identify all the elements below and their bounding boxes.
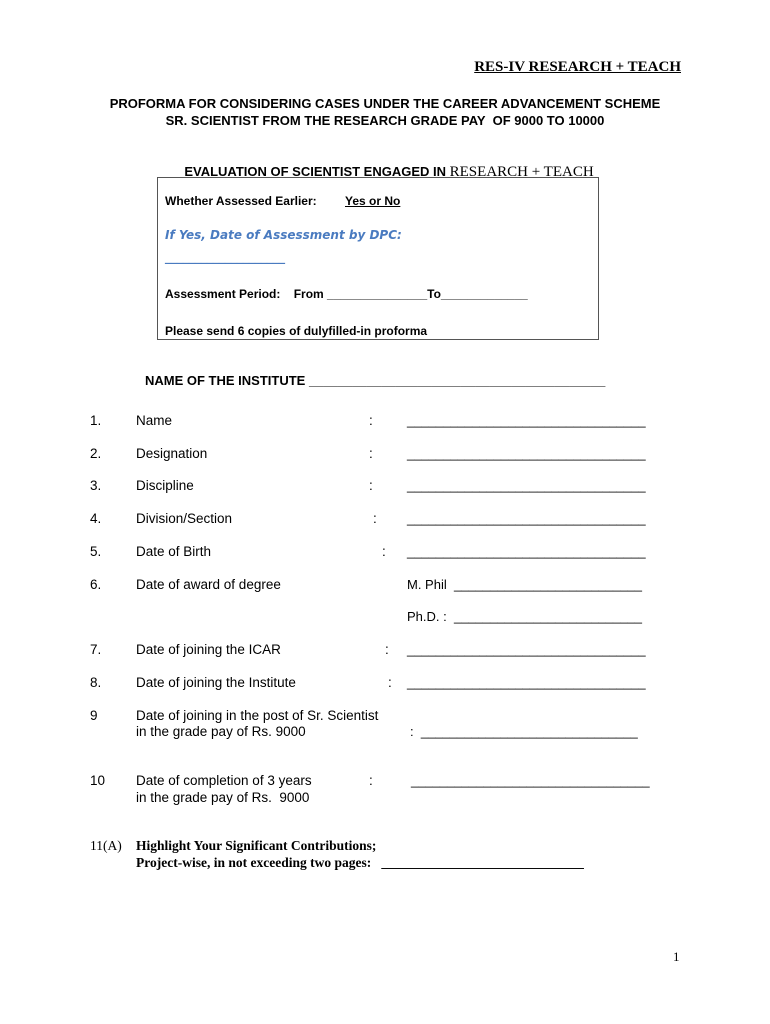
sr-scientist-joining-date-blank[interactable]: : ______________________________ [410, 724, 638, 739]
mphil-date-blank[interactable]: M. Phil __________________________ [407, 577, 642, 592]
institute-name-field[interactable]: NAME OF THE INSTITUTE _________________________________________ [145, 373, 606, 388]
institute-joining-date-blank[interactable]: _________________________________ [407, 675, 646, 690]
contributions-label-line1: Highlight Your Significant Contributions; [136, 838, 377, 853]
field-number: 5. [90, 544, 102, 559]
three-years-completion-date-blank[interactable]: _________________________________ [411, 773, 650, 788]
proforma-title-line1: PROFORMA FOR CONSIDERING CASES UNDER THE CAREER ADVANCEMENT SCHEME [109, 96, 661, 111]
colon: : [385, 642, 389, 657]
proforma-title-line2: SR. SCIENTIST FROM THE RESEARCH GRADE PAY OF 9000 TO 10000 [165, 113, 605, 128]
field-number: 6. [90, 577, 102, 592]
colon: : [369, 478, 373, 493]
assessed-earlier-value: Yes or No [345, 194, 401, 208]
colon: : [369, 413, 373, 428]
evaluation-heading [0, 145, 770, 181]
dpc-assessment-date-blank[interactable]: ____________________ [165, 250, 285, 264]
division-section-blank[interactable]: _________________________________ [407, 511, 646, 526]
contributions-label-line2[interactable]: Project-wise, in not exceeding two pages: ______________________________ [136, 855, 584, 870]
name-label: Name [136, 413, 173, 428]
icar-joining-date-label: Date of joining the ICAR [136, 642, 281, 657]
field-number: 7. [90, 642, 102, 657]
field-number: 9 [90, 708, 98, 723]
field-number: 3. [90, 478, 102, 493]
assessment-box [157, 177, 599, 340]
copies-instruction: Please send 6 copies of dulyfilled-in proforma [165, 324, 428, 338]
dpc-assessment-date-label: If Yes, Date of Assessment by DPC: [165, 228, 402, 242]
designation-label: Designation [136, 446, 208, 461]
sr-scientist-joining-label-line1: Date of joining in the post of Sr. Scientist [136, 708, 379, 723]
icar-joining-date-blank[interactable]: _________________________________ [407, 642, 646, 657]
field-number: 2. [90, 446, 102, 461]
phd-date-blank[interactable]: Ph.D. : __________________________ [407, 609, 642, 624]
field-number: 11(A) [90, 838, 122, 853]
evaluation-value: RESEARCH + TEACH [449, 164, 594, 180]
field-number: 8. [90, 675, 102, 690]
three-years-completion-label-line1: Date of completion of 3 years [136, 773, 312, 788]
colon: : [382, 544, 386, 559]
discipline-blank[interactable]: _________________________________ [407, 478, 646, 493]
institute-joining-date-label: Date of joining the Institute [136, 675, 296, 690]
division-section-label: Division/Section [136, 511, 233, 526]
assessed-earlier-label: Whether Assessed Earlier: [165, 194, 317, 208]
field-number: 1. [90, 413, 102, 428]
colon: : [369, 773, 373, 788]
field-number: 10 [90, 773, 106, 788]
name-blank[interactable]: _________________________________ [407, 413, 646, 428]
colon: : [373, 511, 377, 526]
evaluation-label: EVALUATION OF SCIENTIST ENGAGED IN [184, 164, 450, 179]
assessment-period[interactable]: Assessment Period: From _______________To_____________ [165, 287, 528, 301]
sr-scientist-joining-label-line2: in the grade pay of Rs. 9000 [136, 724, 306, 739]
date-of-birth-blank[interactable]: _________________________________ [407, 544, 646, 559]
discipline-label: Discipline [136, 478, 194, 493]
designation-blank[interactable]: _________________________________ [407, 446, 646, 461]
colon: : [388, 675, 392, 690]
colon: : [369, 446, 373, 461]
degree-award-date-label: Date of award of degree [136, 577, 281, 592]
three-years-completion-label-line2: in the grade pay of Rs. 9000 [136, 790, 310, 805]
date-of-birth-label: Date of Birth [136, 544, 212, 559]
document-reference: RES-IV RESEARCH + TEACH [474, 59, 681, 75]
field-number: 4. [90, 511, 102, 526]
page-number: 1 [673, 949, 680, 964]
